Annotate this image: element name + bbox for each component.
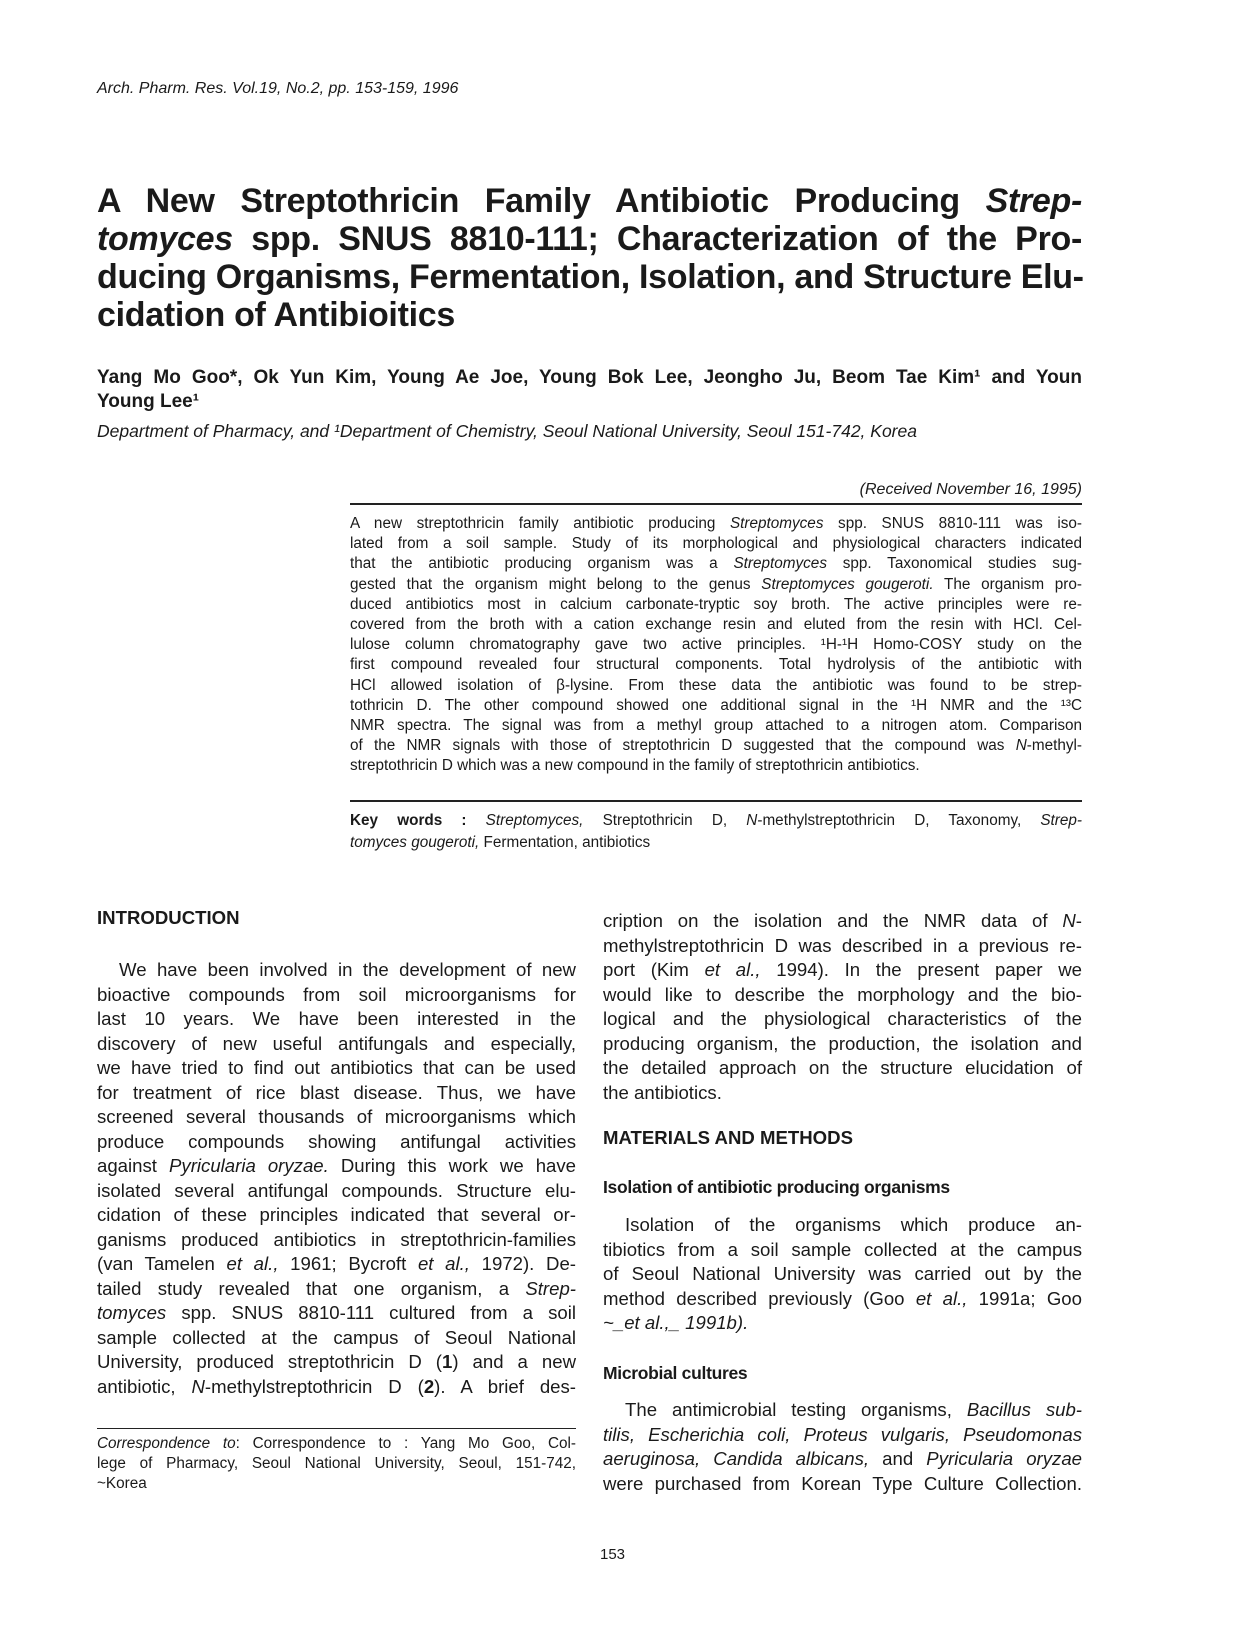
text-line: would like to describe the morphology and the bio- bbox=[603, 983, 1082, 1005]
text-line: cidation of Antibioitics bbox=[97, 296, 455, 334]
text-line: were purchased from Korean Type Culture Collection. bbox=[603, 1472, 1082, 1494]
correspondence-footnote bbox=[97, 1434, 576, 1494]
text-line: tilis, Escherichia coli, Proteus vulgaris, Pseudomonas bbox=[603, 1423, 1082, 1445]
text-line: streptothricin D which was a new compound in the family of streptothricin antibiotics. bbox=[350, 757, 920, 775]
text-line: against Pyricularia oryzae. During this work we have bbox=[97, 1155, 577, 1176]
footnote-divider bbox=[97, 1428, 576, 1429]
text-line: that the antibiotic producing organism was a Streptomyces spp. Taxonomical studies sug- bbox=[350, 555, 1082, 573]
text-line: Isolation of the organisms which produce an- bbox=[625, 1214, 1082, 1235]
text-line: produce compounds showing antifungal activities bbox=[97, 1130, 576, 1152]
text-line: sample collected at the campus of Seoul National bbox=[97, 1326, 576, 1348]
article-title bbox=[97, 182, 1082, 334]
text-line: lege of Pharmacy, Seoul National University, Seoul, 151-742, bbox=[97, 1455, 576, 1472]
affiliation: Department of Pharmacy, and ¹Department of Chemistry, Seoul National University, Seoul 151-742, Korea bbox=[97, 421, 917, 441]
text-line: we have tried to find out antibiotics that can be used bbox=[97, 1057, 576, 1078]
text-line: Correspondence to: Correspondence to : Yang Mo Goo, Col- bbox=[97, 1435, 576, 1452]
text-line: ganisms produced antibiotics in streptothricin-families bbox=[97, 1228, 576, 1250]
text-line: ~Korea bbox=[97, 1475, 147, 1492]
text-line: Key words : Streptomyces, Streptothricin D, N-methylstreptothricin D, Taxonomy, Strep- bbox=[350, 812, 1083, 829]
author-list bbox=[97, 366, 1082, 414]
divider bbox=[350, 503, 1082, 505]
text-line: Young Lee¹ bbox=[97, 391, 200, 412]
text-line: the antibiotics. bbox=[603, 1081, 722, 1103]
text-line: A New Streptothricin Family Antibiotic Producing Strep- bbox=[97, 182, 1082, 220]
text-line: University, produced streptothricin D (1) and a new bbox=[97, 1351, 576, 1372]
text-line: for treatment of rice blast disease. Thus, we have bbox=[97, 1081, 576, 1103]
text-line: ~_et al.,_ 1991b). bbox=[603, 1312, 749, 1333]
subheading-isolation: Isolation of antibiotic producing organisms bbox=[603, 1177, 950, 1197]
text-line: last 10 years. We have been interested in the bbox=[97, 1008, 576, 1029]
cultures-paragraph bbox=[603, 1398, 1082, 1496]
text-line: NMR spectra. The signal was from a methyl group attached to a nitrogen atom. Comparison bbox=[350, 717, 1082, 735]
text-line: tibiotics from a soil sample collected at the campus bbox=[603, 1238, 1082, 1260]
text-line: isolated several antifungal compounds. Structure elu- bbox=[97, 1179, 576, 1201]
text-line: first compound revealed four structural components. Total hydrolysis of the antibiotic with bbox=[350, 656, 1082, 674]
text-line: of the NMR signals with those of streptothricin D suggested that the compound was N-methyl- bbox=[350, 737, 1082, 755]
text-line: lated from a soil sample. Study of its morphological and physiological characters indicated bbox=[350, 535, 1082, 553]
divider bbox=[350, 800, 1082, 802]
text-line: cription on the isolation and the NMR data of N- bbox=[603, 910, 1082, 931]
text-line: of Seoul National University was carried out by the bbox=[603, 1263, 1082, 1284]
isolation-lines bbox=[603, 1213, 1082, 1311]
footnote-lines bbox=[97, 1434, 576, 1474]
section-heading-methods: MATERIALS AND METHODS bbox=[603, 1127, 853, 1148]
text-line: HCl allowed isolation of β-lysine. From these data the antibiotic was found to be strep- bbox=[350, 676, 1082, 694]
text-line: tothricin D. The other compound showed one additional signal in the ¹H NMR and the ¹³C bbox=[350, 696, 1082, 714]
text-line: gested that the organism might belong to the genus Streptomyces gougeroti. The organism pro- bbox=[350, 575, 1082, 593]
text-line: tomyces spp. SNUS 8810-111; Characterization of the Pro- bbox=[97, 220, 1082, 258]
text-line: screened several thousands of microorganisms which bbox=[97, 1106, 576, 1127]
introduction-paragraph bbox=[97, 958, 576, 1399]
text-line: antibiotic, N-methylstreptothricin D (2). A brief des- bbox=[97, 1375, 576, 1397]
text-line: covered from the broth with a cation exchange resin and eluted from the resin with HCl. Cel- bbox=[350, 616, 1082, 634]
text-line: the detailed approach on the structure elucidation of bbox=[603, 1057, 1082, 1078]
text-line: ducing Organisms, Fermentation, Isolation, and Structure Elu- bbox=[97, 258, 1084, 296]
text-line: producing organism, the production, the isolation and bbox=[603, 1032, 1082, 1054]
keywords bbox=[350, 810, 1082, 854]
text-line: tomyces spp. SNUS 8810-111 cultured from a soil bbox=[97, 1302, 576, 1323]
text-line: lulose column chromatography gave two active principles. ¹H-¹H Homo-COSY study on the bbox=[350, 636, 1082, 654]
text-line: cidation of these principles indicated that several or- bbox=[97, 1204, 576, 1225]
text-line: (van Tamelen et al., 1961; Bycroft et al., 1972). De- bbox=[97, 1253, 576, 1274]
text-line: aeruginosa, Candida albicans, and Pyricularia oryzae bbox=[603, 1448, 1083, 1469]
subheading-microbial-cultures: Microbial cultures bbox=[603, 1363, 748, 1383]
text-line: A new streptothricin family antibiotic producing Streptomyces spp. SNUS 8810-111 was iso- bbox=[350, 515, 1082, 532]
text-line: discovery of new useful antifungals and especially, bbox=[97, 1032, 576, 1054]
journal-citation: Arch. Pharm. Res. Vol.19, No.2, pp. 153-159, 1996 bbox=[97, 80, 459, 97]
text-line: We have been involved in the development of new bbox=[119, 959, 576, 980]
isolation-paragraph bbox=[603, 1213, 1082, 1336]
text-line: port (Kim et al., 1994). In the present paper we bbox=[603, 959, 1082, 980]
introduction-continued bbox=[603, 909, 1082, 1105]
text-line: The antimicrobial testing organisms, Bacillus sub- bbox=[625, 1399, 1082, 1420]
page-number: 153 bbox=[600, 1546, 626, 1563]
section-heading-introduction: INTRODUCTION bbox=[97, 907, 240, 928]
text-line: method described previously (Goo et al., 1991a; Goo bbox=[603, 1287, 1082, 1309]
text-line: tomyces gougeroti, Fermentation, antibiotics bbox=[350, 834, 651, 851]
text-line: logical and the physiological characteristics of the bbox=[603, 1008, 1082, 1029]
text-line: methylstreptothricin D was described in a previous re- bbox=[603, 934, 1082, 956]
text-line: tailed study revealed that one organism, a Strep- bbox=[97, 1277, 576, 1299]
abstract bbox=[350, 514, 1082, 777]
text-line: bioactive compounds from soil microorganisms for bbox=[97, 983, 576, 1005]
text-line: duced antibiotics most in calcium carbonate-tryptic soy broth. The active principles were re- bbox=[350, 595, 1082, 613]
received-date: (Received November 16, 1995) bbox=[859, 481, 1082, 498]
text-line: Yang Mo Goo*, Ok Yun Kim, Young Ae Joe, Young Bok Lee, Jeongho Ju, Beom Tae Kim¹ and Youn bbox=[97, 367, 1082, 388]
